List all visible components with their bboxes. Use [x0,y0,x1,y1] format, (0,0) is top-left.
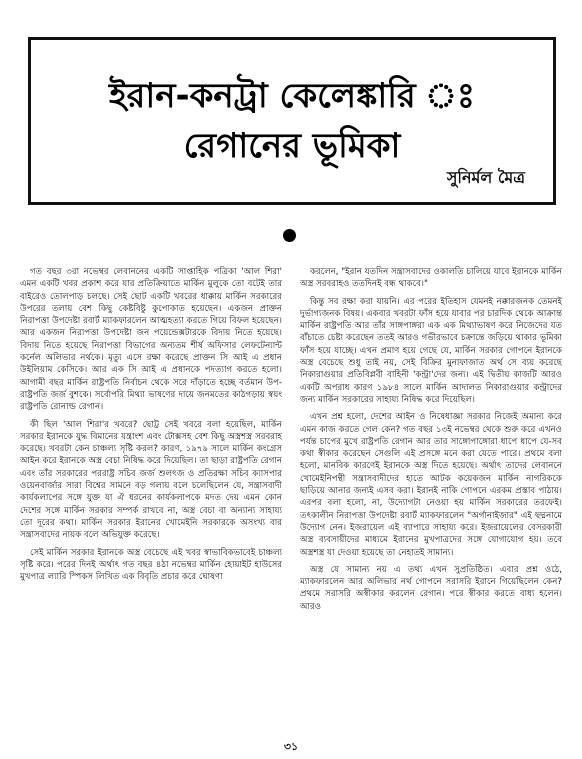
paragraph: সেই মার্কিন সরকার ইরানকে অস্ত্র বেচেছে এই খবর স্বাভাবিকভাবেই চাঞ্চল্য সৃষ্টি করে। পরের দিনই অর্থাৎ গত বছর ৪ঠা নভেম্বর মার্কিন হোয়াইট হাউসের মুখপাত্র ল্যারি স্পিকস লিখিত এক বিবৃতি প্রচার করে ঘোষণা [20,547,282,583]
article-title-line-1: ইরান-কনট্রা কেলেঙ্কারি ঃ [108,76,476,116]
section-bullet [283,229,296,242]
left-column [20,266,282,724]
paragraph: গত বছর ৩রা নভেম্বর লেবাননের একটি সাপ্তাহিক পত্রিকা 'আল শিরা' এমন একটি খবর প্রকাশ করে যার প্রতিক্রিয়াতে মার্কিন মুলুকে তো বটেই তার বাইরেও তোলপাড় চলছে। সেই ছোট একটি খবরের ধাক্কায় মার্কিন সরকারের উপরের তলায় বেশ কিছু কেষ্টবিষ্টু কুপোকাত হয়েছেন। একজন প্রাক্তন নিরাপত্তা উপদেষ্টা রবার্ট ম্যাকফারলেন আত্মহত্যা করতে গিয়ে বিফল হয়েছেন। আর একজন নিরাপত্তা উপদেষ্টা জন পয়েন্ডেক্সটারকে বিদায় নিতে হয়েছে। বিদায় নিতে হয়েছে নিরাপত্তা বিভাগের অন্যতম শীর্ষ অফিসার লেফটেন্যান্ট কর্নেল অলিভার নর্থকে। মৃত্যু এসে রক্ষা করেছে প্রাক্তন সি আই এ প্রধান উইলিয়াম কেসিকে। আর এক সি আই এ প্রধানকে পদত্যাগ করতে হলো। আগামী বছর মার্কিন রাষ্ট্রপতি নির্বাচন থেকে সরে দাঁড়াতে হচ্ছে বর্তমান উপ-রাষ্ট্রপতি জর্জ বুশকে। সর্বোপরি মিথ্যা ভাষণের দায়ে জনমতের কাঠগড়ায় স্বয়ং রাষ্ট্রপতি রোনাল্ড রেগান। [20,267,282,413]
title-box [28,37,556,205]
right-column [300,266,562,724]
paragraph: কিন্তু সব রক্ষা করা যায়নি। এর পরের ইতিহাস যেমনই নক্কারজনক তেমনই দুর্ভাগ্যজনক বিষয়। একবার খবরটা ফাঁস হয়ে যাবার পর চারদিক থেকে আক্রান্ত মার্কিন রাষ্ট্রপতি আর তাঁর সাঙ্গপাঙ্গরা এক এক মিথ্যাভাষণ করে নিজেদের যত বাঁচাতে চেষ্টা করেছেন ততই আরও গভীরভাবে চক্রান্তে জড়িয়ে থাকার ভূমিকা ফাঁস হয়ে যাচ্ছে। এখন প্রমাণ হয়ে গেছে যে, মার্কিন সরকার গোপনে ইরানকে অস্ত্র বেচেছে শুধু তাই নয়, সেই বিক্রির মুনাফাজাত অর্থ সে ব্যয় করেছে নিকারাগুয়ার প্রতিবিপ্লবী বাহিনী 'কন্ট্রা'দের জন্য। এই দ্বিতীয় কাজটি আরও একটি অপরাধ কারণ ১৯৮৪ সালে মার্কিন আদালত নিকারাগুয়ার কন্ট্রাদের জন্য মার্কিন সরকারের সাহায্য নিষিদ্ধ করে দিয়েছিল। [300,296,562,405]
paragraph: অস্ত্র যে সামান্য নয় এ তথ্য এখন সুপ্রতিষ্ঠিত। এবার প্রশ্ন ওঠে, ম্যাকফারলেন আর অলিভার নর্থ গোপনে সরাসরি ইরানে গিয়েছিলেন কেন? প্রথমে সরাসরি অস্বীকার করলেন রেগান। পরে স্বীকার করতে বাধ্য হলেন। আরও [300,564,562,612]
author-byline: সুনির্মল মৈত্র [446,168,525,187]
paragraph: করলেন, "ইরান যতদিন সন্ত্রাসবাদের ওকালতি চালিয়ে যাবে ইরানকে মার্কিন অস্ত্র সরবরাহও ততদিনই বন্ধ থাকবে।" [300,267,562,290]
page-number: ৩১ [283,740,299,753]
paragraph: এখন প্রশ্ন হলো, দেশের আইন ও নিষেধাজ্ঞা সরকার নিজেই অমান্য করে এমন কাজ করতে গেল কেন? গত বছর ১৩ই নভেম্বর থেকে শুরু করে এখনও পর্যন্ত চাপের মুখে রাষ্ট্রপতি রেগান আর তার সাঙ্গোপাঙ্গোরা ধাপে ধাপে যে-সব কথা স্বীকার করেছেন সেগুলি এই প্রসঙ্গে মনে করা যেতে পারে। প্রথমে বলা হলো, মানবিক কারণেই ইরানকে অস্ত্র দিতে হয়েছে। অর্থাৎ তাদের লেবাননে খোমেইনিপন্থী সন্ত্রাসবাদীদের হাতে আটক কয়েকজন মার্কিন নাগরিককে ছাড়িয়ে আনার জন্যই এসব করা। ইরানই নাকি গোপনে এরকম প্রস্তাব পাঠায়। এরপর বলা হলো, না, উদ্যোগটা নেওয়া হয় মার্কিন সরকারের তরফেই। তৎকালীন নিরাপত্তা উপদেষ্টা রবার্ট ম্যাকফারলেন "অর্গানাইজার" এই ছদ্মনামে উদ্যোগ নেন। ইজরায়েল এই ব্যাপারে সাহায্য করে। ইজরায়েলের বেসরকারী অস্ত্র ব্যবসায়ীদের মাধ্যমে ইরানের মুখপাত্রদের সঙ্গে যোগাযোগ হয়। তবে অস্ত্রশস্ত্র যা দেওয়া হয়েছে তা নেহাতই সামান্য। [300,412,562,558]
paragraph: কী ছিল 'আল শিরা'র খবরে? ছোট্ট সেই খবরে বলা হয়েছিল, মার্কিন সরকার ইরানকে যুদ্ধ বিমানের যন্ত্রাংশ এবং টোক্সসহ বেশ কিছু অস্ত্রশস্ত্র সরবরাহ করেছে। খবরটা কেন চাঞ্চল্য সৃষ্টি করল? কারণ, ১৯৭৯ সালে মার্কিন কংগ্রেস আইন করে ইরানকে অস্ত্র বেচা নিষিদ্ধ করে দিয়েছিল। তা ছাড়া রাষ্ট্রপতি রেগান এবং তাঁর সরকারের পররাষ্ট্র সচিব জর্জ শুলৎজ ও প্রতিরক্ষা সচিব ক্যাসপার ওয়েনবার্জার সারা বিশ্বের সামনে বড় গলায় বলে চলেছিলেন যে, সন্ত্রাসবাদী কার্যকলাপের সঙ্গে যুক্ত যা ঐ ধরনের কার্যকলাপকে মদত দেয় এমন কোন দেশের সঙ্গে মার্কিন সরকার সম্পর্ক রাখবে না, অস্ত্র বেচা বা অন্যান্য সাহায্য তো দূরের কথা। মার্কিন সরকার ইরানের খোমেইনি সরকারকে অসংখ্য বার সন্ত্রাসবাদের নায়ক বলে অভিযুক্ত করেছে। [20,419,282,541]
article-title-line-2: রেগানের ভূমিকা [183,126,401,166]
